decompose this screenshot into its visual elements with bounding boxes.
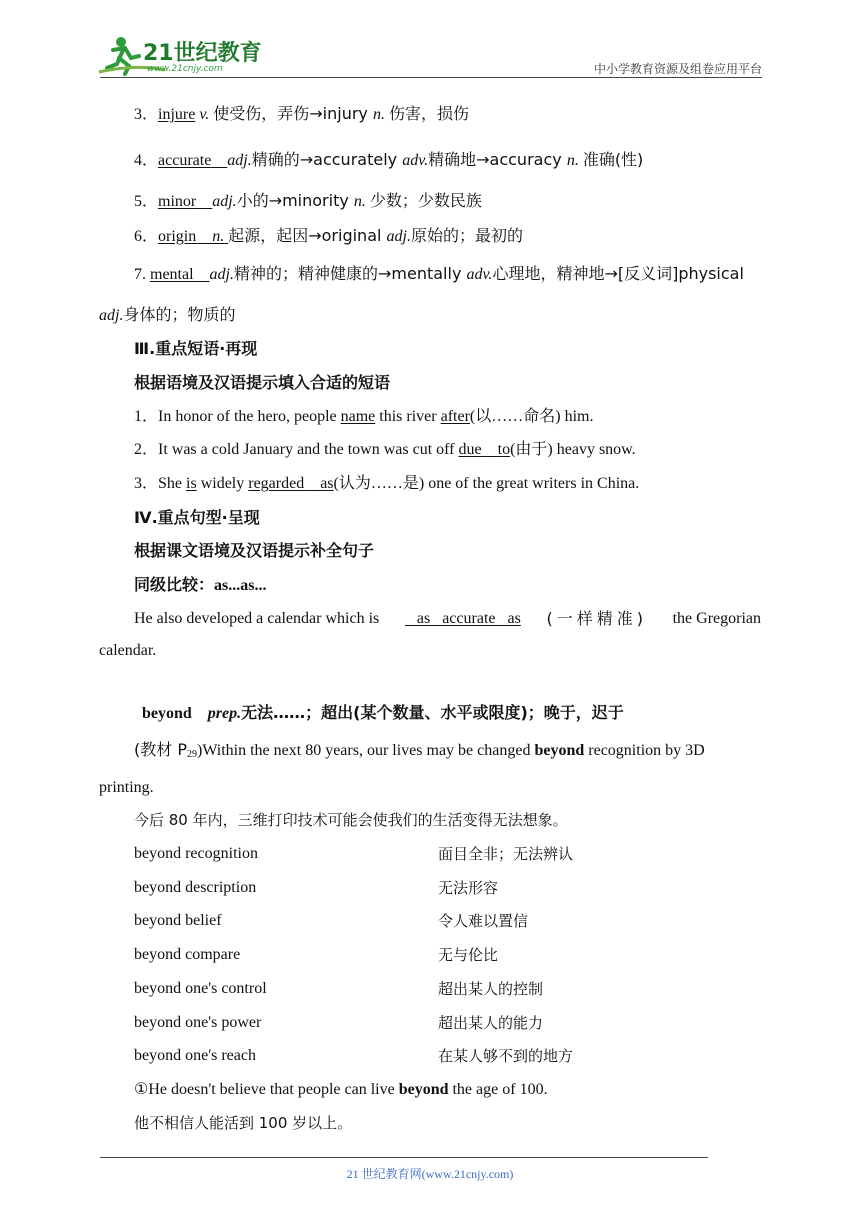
phrase-en: beyond belief <box>134 912 222 929</box>
headword: beyond <box>142 705 192 722</box>
phrase-cn: 面目全非；无法辨认 <box>438 845 574 863</box>
beyond-source-cont: printing. <box>99 779 154 796</box>
section-3-title: Ⅲ.重点短语·再现 <box>134 339 258 358</box>
phrase-en: beyond one's reach <box>134 1047 256 1064</box>
logo-url: www.21cnjy.com <box>147 64 223 74</box>
sentence-text: ①He doesn't believe that people can live <box>134 1081 399 1098</box>
vocab-text: 起源，起因→original <box>228 226 387 245</box>
site-logo <box>95 30 265 78</box>
phrase-en: beyond one's control <box>134 980 267 997</box>
vocab-text: 心理地，精神地→[反义词]physical <box>492 264 744 283</box>
item-number: 7. <box>134 266 150 283</box>
item-number: 3． <box>134 106 159 123</box>
platform-title: 中小学教育资源及组卷应用平台 <box>593 62 762 76</box>
part-of-speech: adj. <box>212 193 237 210</box>
section-4-sentence-cont: calendar. <box>99 642 157 659</box>
item-number: 4． <box>134 152 159 169</box>
item-number: 6． <box>134 228 159 245</box>
beyond-source-sentence <box>134 740 705 765</box>
item-number: 5． <box>134 193 159 210</box>
answer-blank: regarded <box>248 475 305 492</box>
sentence-text: )Within the next 80 years, our lives may be changed <box>196 742 535 759</box>
example-1 <box>134 1080 548 1100</box>
answer-blank: as <box>416 610 431 627</box>
sentence-text: recognition by 3D <box>584 742 705 759</box>
vocab-text: 伤害，损伤 <box>388 104 469 123</box>
answer-blank: accurate <box>442 610 496 627</box>
part-of-speech: adj. <box>99 307 124 324</box>
beyond-headword <box>142 703 624 724</box>
vocab-text: 原始的；最初的 <box>411 226 524 245</box>
section-4-sentence <box>134 609 761 629</box>
source-page: 29 <box>186 749 197 760</box>
sentence-text: He also developed a calendar which is <box>134 610 380 627</box>
phrase-cn: 无与伦比 <box>438 946 499 964</box>
vocab-word: origin <box>158 228 197 245</box>
vocab-word: injure <box>158 106 196 123</box>
subtitle-cn: 同级比较： <box>134 575 215 594</box>
part-of-speech: adv. <box>402 152 429 169</box>
sentence-text: this river <box>375 408 441 425</box>
vocab-text: 小的→minority <box>236 191 354 210</box>
answer-blank: after <box>440 408 470 425</box>
sentence-text: (认为……是) one of the great writers in China. <box>333 475 640 492</box>
section-4-subtitle <box>134 575 266 596</box>
beyond-translation: 今后 80 年内，三维打印技术可能会使我们的生活变得无法想象。 <box>134 811 568 829</box>
part-of-speech: v. <box>199 106 210 123</box>
example-1-translation: 他不相信人能活到 100 岁以上。 <box>134 1114 353 1132</box>
sentence-text: (以……命名) him. <box>469 408 594 425</box>
footer-divider <box>100 1157 708 1158</box>
part-of-speech: n. <box>566 152 579 169</box>
vocab-text: 精确的→accurately <box>251 150 403 169</box>
vocab-item-4 <box>134 150 643 171</box>
answer-blank: due <box>458 441 482 458</box>
phrase-cn: 超出某人的控制 <box>438 980 544 998</box>
answer-blank: is <box>186 475 197 492</box>
header-divider <box>100 77 762 78</box>
hint-cn: (一样精准) <box>546 609 647 628</box>
vocab-word: minor <box>158 193 197 210</box>
sentence-text: 3．She <box>134 475 187 492</box>
sentence-text: the Gregorian <box>672 610 761 627</box>
part-of-speech: n. <box>212 228 225 245</box>
part-of-speech: n. <box>372 106 385 123</box>
phrase-en: beyond recognition <box>134 845 258 862</box>
sentence-text: widely <box>196 475 249 492</box>
keyword: beyond <box>398 1081 449 1098</box>
keyword: beyond <box>534 742 585 759</box>
sentence-text: 2．It was a cold January and the town was cut off <box>134 441 459 458</box>
sentence-text: 1．In honor of the hero, people <box>134 408 341 425</box>
meaning: 无法……；超出(某个数量、水平或限度)；晚于，迟于 <box>241 703 624 722</box>
part-of-speech: adj. <box>209 266 234 283</box>
part-of-speech: adv. <box>466 266 493 283</box>
vocab-text: 使受伤，弄伤→injury <box>213 104 373 123</box>
vocab-item-7-cont <box>99 305 235 326</box>
vocab-item-6 <box>134 226 523 247</box>
phrase-sentence-1 <box>134 407 593 427</box>
source-label: (教材 P <box>134 740 187 759</box>
part-of-speech: adj. <box>386 228 411 245</box>
section-3-instruction: 根据语境及汉语提示填入合适的短语 <box>134 373 391 392</box>
phrase-en: beyond one's power <box>134 1014 262 1031</box>
part-of-speech: n. <box>353 193 366 210</box>
vocab-item-3 <box>134 104 469 125</box>
section-4-instruction: 根据课文语境及汉语提示补全句子 <box>134 541 375 560</box>
answer-blank: to <box>497 441 511 458</box>
phrase-sentence-3 <box>134 474 639 494</box>
sentence-text: the age of 100. <box>448 1081 548 1098</box>
phrase-cn: 超出某人的能力 <box>438 1014 544 1032</box>
answer-blank: as <box>507 610 521 627</box>
phrase-cn: 令人难以置信 <box>438 912 529 930</box>
part-of-speech: prep. <box>207 705 242 722</box>
vocab-word: accurate <box>158 152 212 169</box>
vocab-text: 少数；少数民族 <box>369 191 482 210</box>
footer-text: 21 世纪教育网(www.21cnjy.com) <box>346 1167 514 1181</box>
vocab-text: 精确地→accuracy <box>428 150 567 169</box>
answer-blank: as <box>320 475 334 492</box>
vocab-text: 身体的；物质的 <box>123 305 236 324</box>
vocab-word: mental <box>150 266 194 283</box>
part-of-speech: adj. <box>227 152 252 169</box>
subtitle-en: as...as... <box>214 577 267 594</box>
phrase-en: beyond description <box>134 879 257 896</box>
answer-blank: name <box>340 408 376 425</box>
logo-text: 21世纪教育 <box>143 41 262 66</box>
vocab-item-5 <box>134 191 482 212</box>
phrase-cn: 无法形容 <box>438 879 499 897</box>
phrase-en: beyond compare <box>134 946 241 963</box>
vocab-text: 精神的；精神健康的→mentally <box>234 264 467 283</box>
vocab-item-7 <box>134 264 744 285</box>
phrase-cn: 在某人够不到的地方 <box>438 1047 574 1065</box>
section-4-title: Ⅳ.重点句型·呈现 <box>134 508 260 527</box>
phrase-sentence-2 <box>134 440 636 460</box>
sentence-text: (由于) heavy snow. <box>510 441 636 458</box>
vocab-text: 准确(性) <box>582 150 644 169</box>
